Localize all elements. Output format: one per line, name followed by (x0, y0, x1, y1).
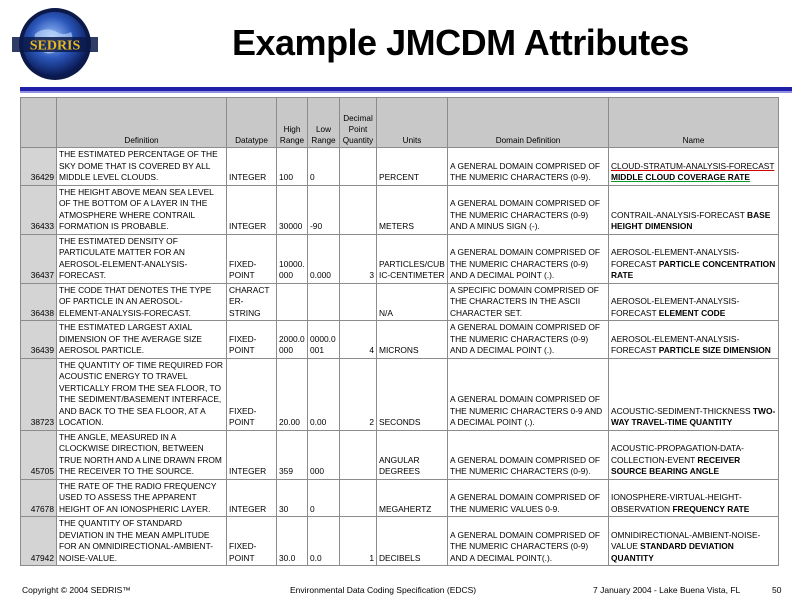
header-domain-definition: Domain Definition (448, 98, 609, 148)
title-rule-shadow (20, 91, 792, 93)
row-definition: THE ANGLE, MEASURED IN A CLOCKWISE DIRECTION, BETWEEN TRUE NORTH AND A LINE DRAWN FROM THE RECEIVER TO THE SOURCE. (57, 430, 227, 479)
row-code: 36429 (21, 148, 57, 186)
row-high-range: 359 (277, 430, 308, 479)
header-code (21, 98, 57, 148)
row-domain: A GENERAL DOMAIN COMPRISED OF THE NUMERIC CHARACTERS (0-9) AND A DECIMAL POINT (.). (448, 321, 609, 359)
table-row (21, 185, 779, 234)
row-units: PERCENT (377, 148, 448, 186)
row-high-range (277, 283, 308, 321)
row-name-bold: RECEIVER SOURCE BEARING ANGLE (611, 454, 741, 476)
row-datatype: INTEGER (227, 148, 277, 186)
row-units: PARTICLES/CUBIC-CENTIMETER (377, 234, 448, 283)
row-high-range: 30.0 (277, 517, 308, 566)
row-code: 36438 (21, 283, 57, 321)
row-datatype: CHARACTER-STRING (227, 283, 277, 321)
row-name-bold: FREQUENCY RATE (672, 503, 750, 514)
row-datatype: INTEGER (227, 479, 277, 517)
row-code: 45705 (21, 430, 57, 479)
table-row (21, 234, 779, 283)
row-definition: THE CODE THAT DENOTES THE TYPE OF PARTICLE IN AN AEROSOL-ELEMENT-ANALYSIS-FORECAST. (57, 283, 227, 321)
row-name-prefix: AEROSOL-ELEMENT-ANALYSIS-FORECAST (611, 247, 740, 269)
row-low-range: 0.000 (308, 234, 340, 283)
row-name (609, 358, 779, 430)
row-high-range: 30 (277, 479, 308, 517)
row-units: METERS (377, 185, 448, 234)
row-domain: A GENERAL DOMAIN COMPRISED OF THE NUMERIC VALUES 0-9. (448, 479, 609, 517)
row-code: 47678 (21, 479, 57, 517)
row-name (609, 148, 779, 186)
table-row (21, 430, 779, 479)
row-name-prefix: ACOUSTIC-SEDIMENT-THICKNESS (611, 405, 751, 416)
table-row (21, 479, 779, 517)
row-name (609, 185, 779, 234)
row-definition: THE RATE OF THE RADIO FREQUENCY USED TO ASSESS THE APPARENT HEIGHT OF AN IONOSPHERIC LAYER. (57, 479, 227, 517)
row-high-range: 2000.0000 (277, 321, 308, 359)
row-domain: A GENERAL DOMAIN COMPRISED OF THE NUMERIC CHARACTERS (0-9). (448, 430, 609, 479)
row-units: N/A (377, 283, 448, 321)
row-name (609, 234, 779, 283)
row-name-prefix: ACOUSTIC-PROPAGATION-DATA-COLLECTION-EVENT (611, 443, 744, 465)
row-name (609, 283, 779, 321)
row-low-range: 0.0 (308, 517, 340, 566)
row-decimal (340, 479, 377, 517)
row-decimal: 4 (340, 321, 377, 359)
row-low-range: 0.00 (308, 358, 340, 430)
row-code: 47942 (21, 517, 57, 566)
row-units: DECIBELS (377, 517, 448, 566)
row-definition: THE ESTIMATED PERCENTAGE OF THE SKY DOME THAT IS COVERED BY ALL MIDDLE LEVEL CLOUDS. (57, 148, 227, 186)
table-row (21, 321, 779, 359)
row-name (609, 479, 779, 517)
header-decimal-point-quantity: Decimal Point Quantity (340, 98, 377, 148)
row-name-bold: PARTICLE SIZE DIMENSION (658, 345, 771, 355)
header-low-range: Low Range (308, 98, 340, 148)
row-name-bold: ELEMENT CODE (658, 307, 726, 318)
row-datatype: INTEGER (227, 185, 277, 234)
row-datatype: FIXED-POINT (227, 321, 277, 359)
header-high-range: High Range (277, 98, 308, 148)
page-title: Example JMCDM Attributes (232, 22, 689, 63)
row-code: 36437 (21, 234, 57, 283)
row-datatype: INTEGER (227, 430, 277, 479)
row-name-prefix: AEROSOL-ELEMENT-ANALYSIS-FORECAST (611, 296, 740, 318)
row-decimal (340, 185, 377, 234)
row-decimal (340, 283, 377, 321)
row-code: 36433 (21, 185, 57, 234)
footer-copyright: Copyright © 2004 SEDRIS™ (22, 585, 131, 595)
header-definition: Definition (57, 98, 227, 148)
row-definition: THE ESTIMATED LARGEST AXIAL DIMENSION OF THE AVERAGE SIZE AEROSOL PARTICLE. (57, 321, 227, 359)
table-row (21, 358, 779, 430)
row-datatype: FIXED-POINT (227, 234, 277, 283)
table-row (21, 148, 779, 186)
row-name-prefix: OMNIDIRECTIONAL-AMBIENT-NOISE-VALUE (611, 529, 761, 551)
row-datatype: FIXED-POINT (227, 358, 277, 430)
row-high-range: 100 (277, 148, 308, 186)
row-code: 36439 (21, 321, 57, 359)
row-definition: THE HEIGHT ABOVE MEAN SEA LEVEL OF THE BOTTOM OF A LAYER IN THE ATMOSPHERE WHERE CONTRAIL FORMATION IS PROBABLE. (57, 185, 227, 234)
row-decimal: 2 (340, 358, 377, 430)
row-low-range: 000 (308, 430, 340, 479)
footer-page-number: 50 (772, 585, 782, 595)
sedris-logo (10, 4, 100, 84)
header-name: Name (609, 98, 779, 148)
row-units: MICRONS (377, 321, 448, 359)
row-datatype: FIXED-POINT (227, 517, 277, 566)
row-name (609, 430, 779, 479)
row-low-range: -90 (308, 185, 340, 234)
footer-center: Environmental Data Coding Specification (EDCS) (290, 585, 477, 595)
row-name-bold: STANDARD DEVIATION QUANTITY (611, 541, 734, 563)
row-domain: A GENERAL DOMAIN COMPRISED OF THE NUMERIC CHARACTERS (0-9) AND A DECIMAL POINT (.). (448, 234, 609, 283)
table-header-row (21, 98, 779, 148)
header-datatype: Datatype (227, 98, 277, 148)
logo-text: SEDRIS (29, 38, 81, 54)
row-low-range: 0 (308, 148, 340, 186)
row-high-range: 10000.000 (277, 234, 308, 283)
row-code: 38723 (21, 358, 57, 430)
row-low-range: 0 (308, 479, 340, 517)
row-name-prefix: AEROSOL-ELEMENT-ANALYSIS-FORECAST (611, 333, 740, 355)
row-name-prefix: CLOUD-STRATUM-ANALYSIS-FORECAST (611, 160, 775, 171)
row-units: ANGULAR DEGREES (377, 430, 448, 479)
row-decimal (340, 148, 377, 186)
row-low-range: 0000.0001 (308, 321, 340, 359)
row-name-prefix: IONOSPHERE-VIRTUAL-HEIGHT-OBSERVATION (611, 492, 742, 514)
row-name-bold: TWO-WAY TRAVEL-TIME QUANTITY (611, 405, 776, 427)
row-domain: A GENERAL DOMAIN COMPRISED OF THE NUMERIC CHARACTERS (0-9). (448, 148, 609, 186)
row-domain: A SPECIFIC DOMAIN COMPRISED OF THE CHARACTERS IN THE ASCII CHARACTER SET. (448, 283, 609, 321)
row-decimal: 3 (340, 234, 377, 283)
attributes-table (20, 97, 779, 566)
row-domain: A GENERAL DOMAIN COMPRISED OF THE NUMERIC CHARACTERS (0-9) AND A DECIMAL POINT(.). (448, 517, 609, 566)
row-name (609, 321, 779, 359)
row-units: MEGAHERTZ (377, 479, 448, 517)
row-name-bold: MIDDLE CLOUD COVERAGE RATE (611, 172, 750, 182)
row-definition: THE QUANTITY OF STANDARD DEVIATION IN THE MEAN AMPLITUDE FOR AN OMNIDIRECTIONAL-AMBIENT-NOISE-VALUE. (57, 517, 227, 566)
row-low-range (308, 283, 340, 321)
row-name-bold: PARTICLE CONCENTRATION RATE (611, 258, 776, 280)
row-definition: THE QUANTITY OF TIME REQUIRED FOR ACOUSTIC ENERGY TO TRAVEL VERTICALLY FROM THE SEA FLOOR, TO THE SEDIMENT/BASEMENT INTERFACE, AND BACK TO THE SEA FLOOR, AT A LOCATION. (57, 358, 227, 430)
row-domain: A GENERAL DOMAIN COMPRISED OF THE NUMERIC CHARACTERS 0-9 AND A DECIMAL POINT (.). (448, 358, 609, 430)
row-domain: A GENERAL DOMAIN COMPRISED OF THE NUMERIC CHARACTERS (0-9) AND A MINUS SIGN (-). (448, 185, 609, 234)
footer-date: 7 January 2004 - Lake Buena Vista, FL (593, 585, 741, 595)
row-definition: THE ESTIMATED DENSITY OF PARTICULATE MATTER FOR AN AEROSOL-ELEMENT-ANALYSIS-FORECAST. (57, 234, 227, 283)
row-name-prefix: CONTRAIL-ANALYSIS-FORECAST (611, 209, 745, 220)
row-name-bold: BASE HEIGHT DIMENSION (611, 209, 771, 231)
header-units: Units (377, 98, 448, 148)
row-high-range: 20.00 (277, 358, 308, 430)
row-high-range: 30000 (277, 185, 308, 234)
table-row (21, 283, 779, 321)
row-decimal: 1 (340, 517, 377, 566)
row-units: SECONDS (377, 358, 448, 430)
row-decimal (340, 430, 377, 479)
row-name (609, 517, 779, 566)
table-row (21, 517, 779, 566)
